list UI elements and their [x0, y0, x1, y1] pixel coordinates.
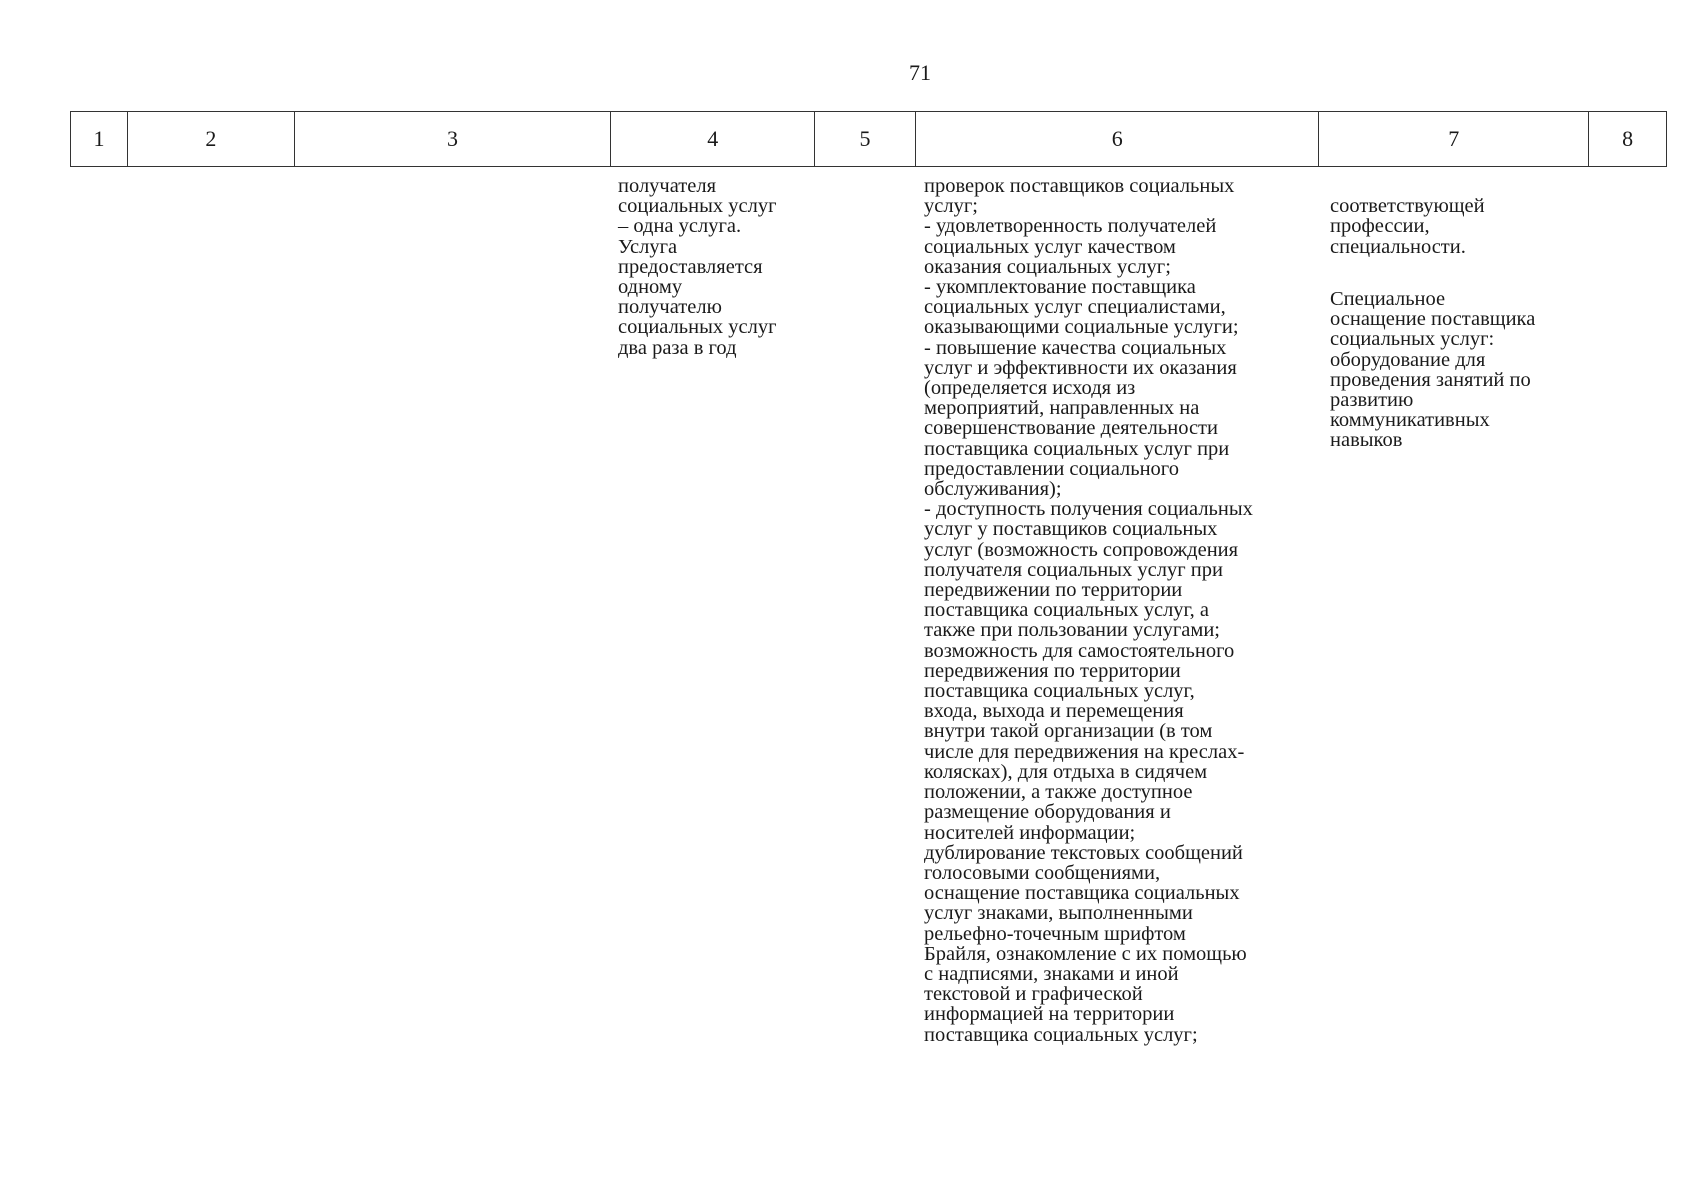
- column-4-text: получателя социальных услуг – одна услуга. Услуга предоставляется одному получателю социальных услуг два раза в год: [618, 175, 777, 359]
- header-cell-7: 7: [1319, 112, 1589, 166]
- column-7-text: [1330, 176, 1580, 471]
- column-6-text: проверок поставщиков социальных услуг; - удовлетворенность получателей социальных услуг качеством оказания социальных услуг; - укомплектование поставщика социальных услуг специалистами, оказывающими социальные услуги; - повышение качества социальных услуг и эффективности их оказания (определяется исходя из мероприятий, направленных на совершенствование деятельности поставщика социальных услуг при предоставлении социального обслуживания); - доступность получения социальных услуг у поставщиков социальных услуг (возможность сопровождения получателя социальных услуг при передвижении по территории поставщика социальных услуг, а также при пользовании услугами; возможность для самостоятельного передвижения по территории поставщика социальных услуг, входа, выхода и перемещения внутри такой организации (в том числе для передвижения на креслах- колясках), для отдыха в сидячем положении, а также доступное размещение оборудования и носителей информации; дублирование текстовых сообщений голосовыми сообщениями, оснащение поставщика социальных услуг знаками, выполненными рельефно-точечным шрифтом Брайля, ознакомление с их помощью с надписями, знаками и иной текстовой и графической информацией на территории поставщика социальных услуг;: [924, 175, 1253, 1046]
- header-cell-8: 8: [1622, 126, 1634, 151]
- header-cell-5: 5: [815, 112, 916, 166]
- header-cell-4: 4: [611, 112, 815, 166]
- column-7-paragraph-1: соответствующей профессии, специальности.: [1330, 195, 1485, 258]
- header-cell-2: 2: [128, 112, 295, 166]
- column-7-paragraph-2: Специальное оснащение поставщика социальных услуг: оборудование для проведения занятий по развитию коммуникативных навыков: [1330, 288, 1536, 452]
- header-cell-6: 6: [916, 112, 1320, 166]
- header-cell-1: 1: [71, 112, 128, 166]
- header-cell-3: 3: [295, 112, 612, 166]
- page-number: 71: [909, 60, 931, 85]
- table-header-row: [70, 111, 1667, 167]
